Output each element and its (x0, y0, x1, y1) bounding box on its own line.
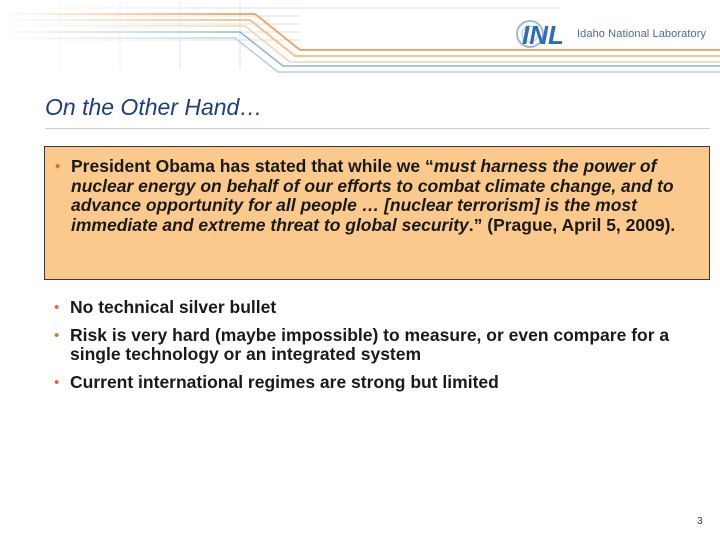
list-item-text: Current international regimes are strong but limited (70, 371, 499, 392)
bullet-dot: • (54, 373, 60, 391)
bullet-dot: • (54, 299, 60, 316)
callout-text (71, 157, 695, 235)
list-item (54, 326, 674, 365)
logo-mark-text: INL (522, 20, 564, 50)
list-item-text: Risk is very hard (maybe impossible) to measure, or even compare for a single technology or an integrated system (70, 324, 670, 364)
slide-title: On the Other Hand… (45, 94, 263, 120)
quote-callout (44, 146, 710, 280)
callout-quote-italic: must harness the power of nuclear energy on behalf of our efforts to combat climate change, and to advance opportunity for all people … [nuclear terrorism] is the most immediate and extreme threat to global security (71, 156, 674, 235)
callout-text-segment: President Obama has stated that while we “ (71, 156, 434, 176)
callout-bullet (55, 157, 695, 235)
callout-text-segment: .” (Prague, April 5, 2009). (468, 214, 676, 235)
bullet-dot: • (54, 326, 60, 344)
inl-logo-mark (514, 17, 576, 51)
list-item (54, 373, 674, 393)
bullet-dot: • (55, 158, 61, 175)
logo-text: Idaho National Laboratory (577, 28, 707, 40)
bullet-list (54, 298, 674, 400)
title-divider (45, 128, 710, 129)
list-item (54, 298, 674, 318)
list-item-text: No technical silver bullet (70, 297, 277, 317)
page-number: 3 (697, 516, 703, 527)
